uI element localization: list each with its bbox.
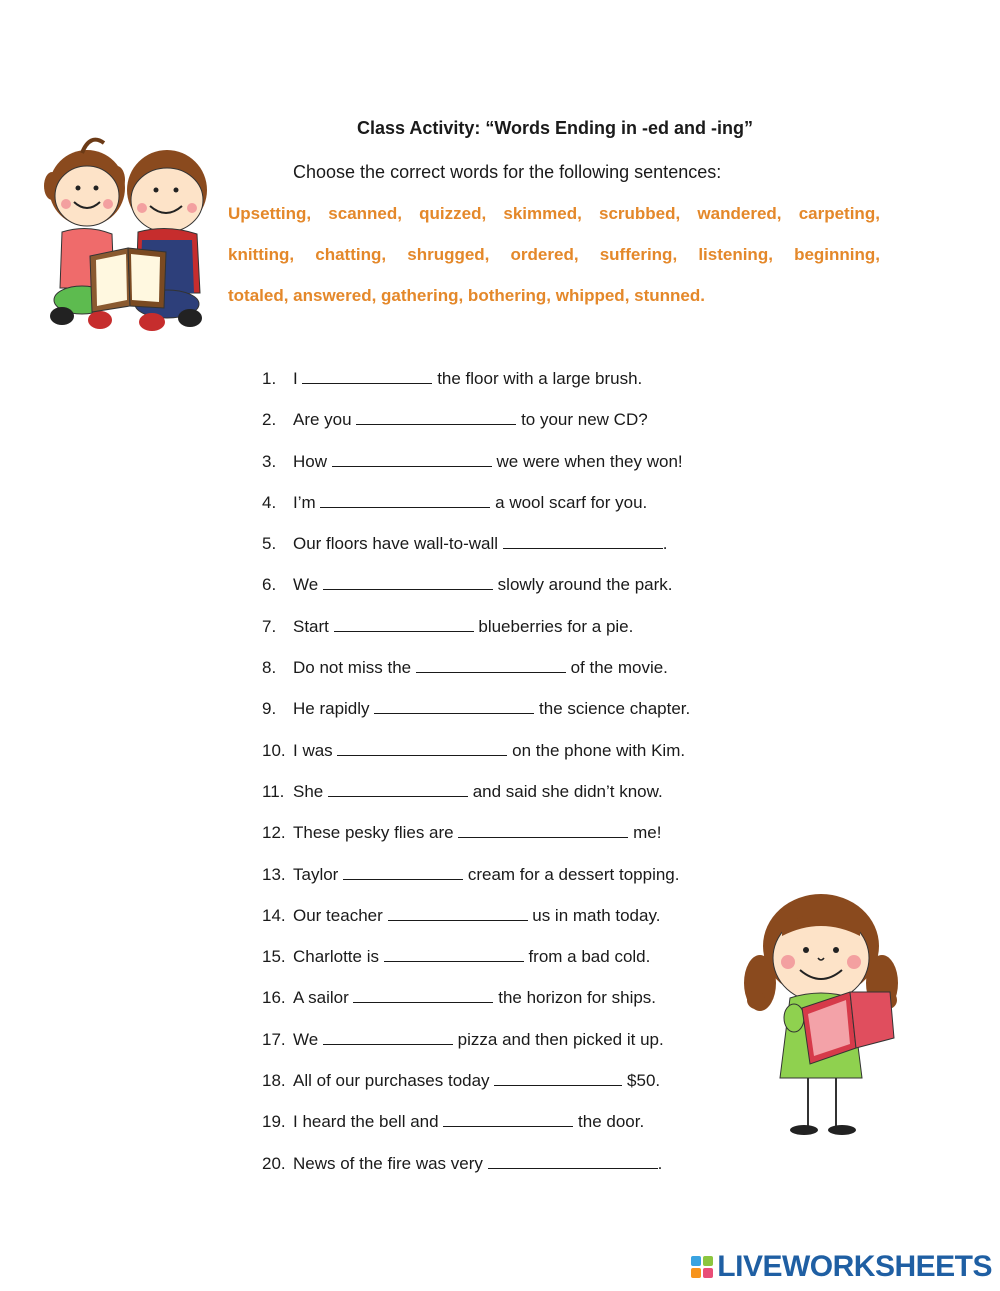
question-text-before: Charlotte is (293, 947, 379, 967)
question-text-after: the floor with a large brush. (437, 369, 643, 388)
question-item (262, 740, 690, 781)
question-number: 9. (262, 699, 277, 719)
question-number: 4. (262, 492, 277, 512)
question-item (262, 616, 690, 657)
question-text-after: $50. (627, 1071, 661, 1091)
question-text-after: and said she didn’t know. (472, 781, 663, 801)
question-number: 15. (262, 947, 286, 967)
question-text-after: of the movie. (570, 658, 668, 678)
question-text-after: we were when they won! (496, 451, 683, 471)
answer-blank[interactable] (458, 823, 628, 838)
instructions: Choose the correct words for the following sentences: (293, 162, 722, 182)
question-number: 16. (262, 988, 286, 1008)
question-number: 20. (262, 1153, 286, 1173)
question-number: 1. (262, 369, 277, 388)
question-text-before: I (293, 369, 298, 388)
answer-blank[interactable] (302, 369, 432, 384)
question-text-before: Our teacher (293, 905, 383, 925)
question-number: 14. (262, 905, 286, 925)
question-item (262, 574, 690, 615)
question-number: 5. (262, 534, 277, 554)
answer-blank[interactable] (384, 947, 524, 962)
question-text-after: from a bad cold. (528, 947, 651, 967)
question-text-before: He rapidly (293, 699, 370, 719)
word-bank-line-1: Upsetting, scanned, quizzed, skimmed, scrubbed, wandered, carpeting, (228, 204, 880, 223)
question-number: 2. (262, 410, 277, 430)
question-text-after: blueberries for a pie. (478, 616, 634, 636)
question-item (262, 1070, 690, 1111)
question-number: 11. (262, 781, 285, 801)
question-text-after: slowly around the park. (497, 575, 673, 595)
question-text-before: Do not miss the (293, 658, 412, 678)
question-text-before: How (293, 451, 328, 471)
answer-blank[interactable] (374, 699, 534, 714)
question-text-after: . (657, 1153, 663, 1173)
word-bank-line-3: totaled, answered, gathering, bothering, whipped, stunned. (228, 286, 705, 305)
answer-blank[interactable] (503, 534, 663, 549)
answer-blank[interactable] (443, 1112, 573, 1127)
answer-blank[interactable] (494, 1071, 622, 1086)
question-item (262, 1111, 690, 1152)
question-number: 7. (262, 616, 277, 636)
question-text-before: These pesky flies are (293, 823, 454, 843)
question-text-before: We (293, 575, 319, 595)
question-number: 13. (262, 864, 286, 884)
question-text-after: the science chapter. (539, 699, 691, 719)
question-text-after: the horizon for ships. (498, 988, 657, 1008)
page-title: Class Activity: “Words Ending in -ed and -ing” (356, 118, 754, 138)
question-text-before: Taylor (293, 864, 339, 884)
question-item (262, 781, 690, 822)
question-text-before: Start (293, 616, 329, 636)
question-text-before: I heard the bell and (293, 1112, 439, 1132)
question-number: 19. (262, 1112, 286, 1132)
question-list (262, 368, 690, 1194)
answer-blank[interactable] (328, 782, 468, 797)
answer-blank[interactable] (320, 493, 490, 508)
question-text-before: We (293, 1029, 319, 1049)
answer-blank[interactable] (337, 741, 507, 756)
answer-blank[interactable] (343, 865, 463, 880)
question-number: 18. (262, 1071, 286, 1091)
question-number: 17. (262, 1029, 286, 1049)
question-number: 3. (262, 451, 277, 471)
question-item (262, 1153, 690, 1194)
question-text-before: Are you (293, 410, 352, 430)
question-item (262, 368, 690, 409)
question-text-after: on the phone with Kim. (512, 740, 686, 760)
question-text-before: A sailor (293, 988, 349, 1008)
question-item (262, 492, 690, 533)
question-item (262, 822, 690, 863)
answer-blank[interactable] (332, 452, 492, 467)
question-number: 12. (262, 823, 286, 843)
answer-blank[interactable] (323, 1030, 453, 1045)
girl-reading-illustration (742, 888, 902, 1138)
question-text-after: to your new CD? (521, 410, 648, 430)
question-item (262, 1029, 690, 1070)
question-text-after: cream for a dessert topping. (467, 864, 680, 884)
answer-blank[interactable] (488, 1154, 658, 1169)
question-text-after: us in math today. (532, 905, 661, 925)
question-text-before: I was (293, 740, 333, 760)
question-item (262, 864, 690, 905)
question-item (262, 533, 690, 574)
question-text-before: I’m (293, 492, 316, 512)
answer-blank[interactable] (323, 575, 493, 590)
answer-blank[interactable] (356, 410, 516, 425)
question-item (262, 946, 690, 987)
question-text-after: . (662, 534, 668, 554)
answer-blank[interactable] (353, 988, 493, 1003)
question-text-after: a wool scarf for you. (495, 492, 648, 512)
question-item (262, 987, 690, 1028)
question-text-after: the door. (578, 1112, 645, 1132)
question-text-before: News of the fire was very (293, 1153, 483, 1173)
kids-reading-illustration (42, 128, 214, 334)
liveworksheets-logo-icon (691, 1256, 713, 1278)
question-text-after: me! (633, 823, 662, 843)
question-number: 6. (262, 575, 277, 595)
word-bank-line-2: knitting, chatting, shrugged, ordered, suffering, listening, beginning, (228, 245, 881, 264)
question-item (262, 905, 690, 946)
question-item (262, 657, 690, 698)
question-item (262, 409, 690, 450)
answer-blank[interactable] (388, 906, 528, 921)
question-text-before: All of our purchases today (293, 1071, 490, 1091)
question-text-before: She (293, 781, 324, 801)
answer-blank[interactable] (416, 658, 566, 673)
question-text-after: pizza and then picked it up. (457, 1029, 664, 1049)
question-text-before: Our floors have wall-to-wall (293, 534, 499, 554)
question-number: 8. (262, 658, 277, 678)
question-item (262, 698, 690, 739)
answer-blank[interactable] (334, 617, 474, 632)
logo-text: LIVEWORKSHEETS (717, 1250, 992, 1283)
liveworksheets-logo[interactable] (691, 1250, 992, 1284)
question-item (262, 451, 690, 492)
question-number: 10. (262, 740, 286, 760)
